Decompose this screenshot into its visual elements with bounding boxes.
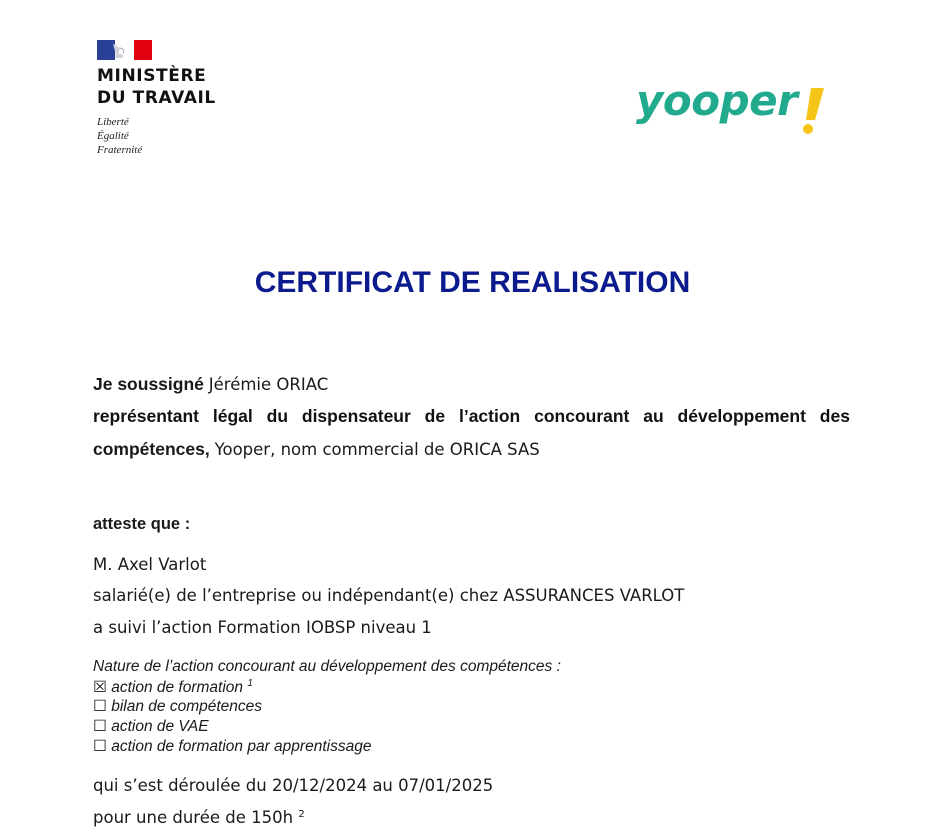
nature-option-vae xyxy=(93,717,209,736)
role-word: concourant xyxy=(534,406,630,426)
role-word: des xyxy=(819,406,850,426)
role-word: représentant xyxy=(93,406,200,426)
unchecked-box-icon: ☐ xyxy=(93,698,107,715)
dates-line: qui s’est déroulée du 20/12/2024 au 07/01/2025 xyxy=(93,776,494,795)
role-word: dispensateur xyxy=(301,406,411,426)
checked-box-icon: ☒ xyxy=(93,679,107,696)
motto-fraternite: Fraternité xyxy=(97,144,143,156)
action-line: a suivi l’action Formation IOBSP niveau 1 xyxy=(93,618,432,637)
signatory-line xyxy=(93,374,328,395)
role-word: légal xyxy=(212,406,253,426)
unchecked-box-icon: ☐ xyxy=(93,738,107,755)
signatory-label: Je soussigné xyxy=(93,374,204,394)
role-word: du xyxy=(266,406,289,426)
duration-line xyxy=(93,808,305,827)
signatory-role-line xyxy=(93,406,850,427)
nature-option-formation xyxy=(93,678,253,697)
role-word: l’action xyxy=(458,406,521,426)
option-label: action de VAE xyxy=(111,718,209,735)
motto-egalite: Égalité xyxy=(97,130,129,142)
role-word: au xyxy=(643,406,664,426)
option-label: action de formation xyxy=(111,679,244,696)
nature-option-bilan xyxy=(93,697,262,716)
unchecked-box-icon: ☐ xyxy=(93,718,107,735)
document-title: CERTIFICAT DE REALISATION xyxy=(254,266,691,299)
employer-line: salarié(e) de l’entreprise ou indépendant(e) chez ASSURANCES VARLOT xyxy=(93,586,685,605)
duration-text: pour une durée de 150h xyxy=(93,808,294,827)
signatory-name: Jérémie ORIAC xyxy=(208,375,329,394)
trainee-name: M. Axel Varlot xyxy=(93,555,207,574)
ministry-name-line2: DU TRAVAIL xyxy=(97,88,216,108)
option-label: bilan de compétences xyxy=(111,698,263,715)
ministry-name-line1: MINISTÈRE xyxy=(97,66,207,86)
signatory-organization-line xyxy=(93,439,540,460)
yooper-logo: yooper xyxy=(636,76,798,125)
yooper-exclamation-logo-mark xyxy=(797,86,827,136)
republic-flag-logo xyxy=(97,40,152,60)
role-word: de xyxy=(424,406,446,426)
nature-option-apprentissage xyxy=(93,737,371,756)
organization-name: Yooper, nom commercial de ORICA SAS xyxy=(214,440,540,459)
attestation-label: atteste que : xyxy=(93,515,191,533)
role-word: développement xyxy=(677,406,806,426)
footnote-ref: 2 xyxy=(298,809,305,820)
option-label: action de formation par apprentissage xyxy=(111,738,372,755)
role-end: compétences, xyxy=(93,439,210,459)
motto-liberte: Liberté xyxy=(97,116,129,128)
footnote-ref: 1 xyxy=(247,678,253,689)
nature-heading: Nature de l’action concourant au développement des compétences : xyxy=(93,658,561,675)
